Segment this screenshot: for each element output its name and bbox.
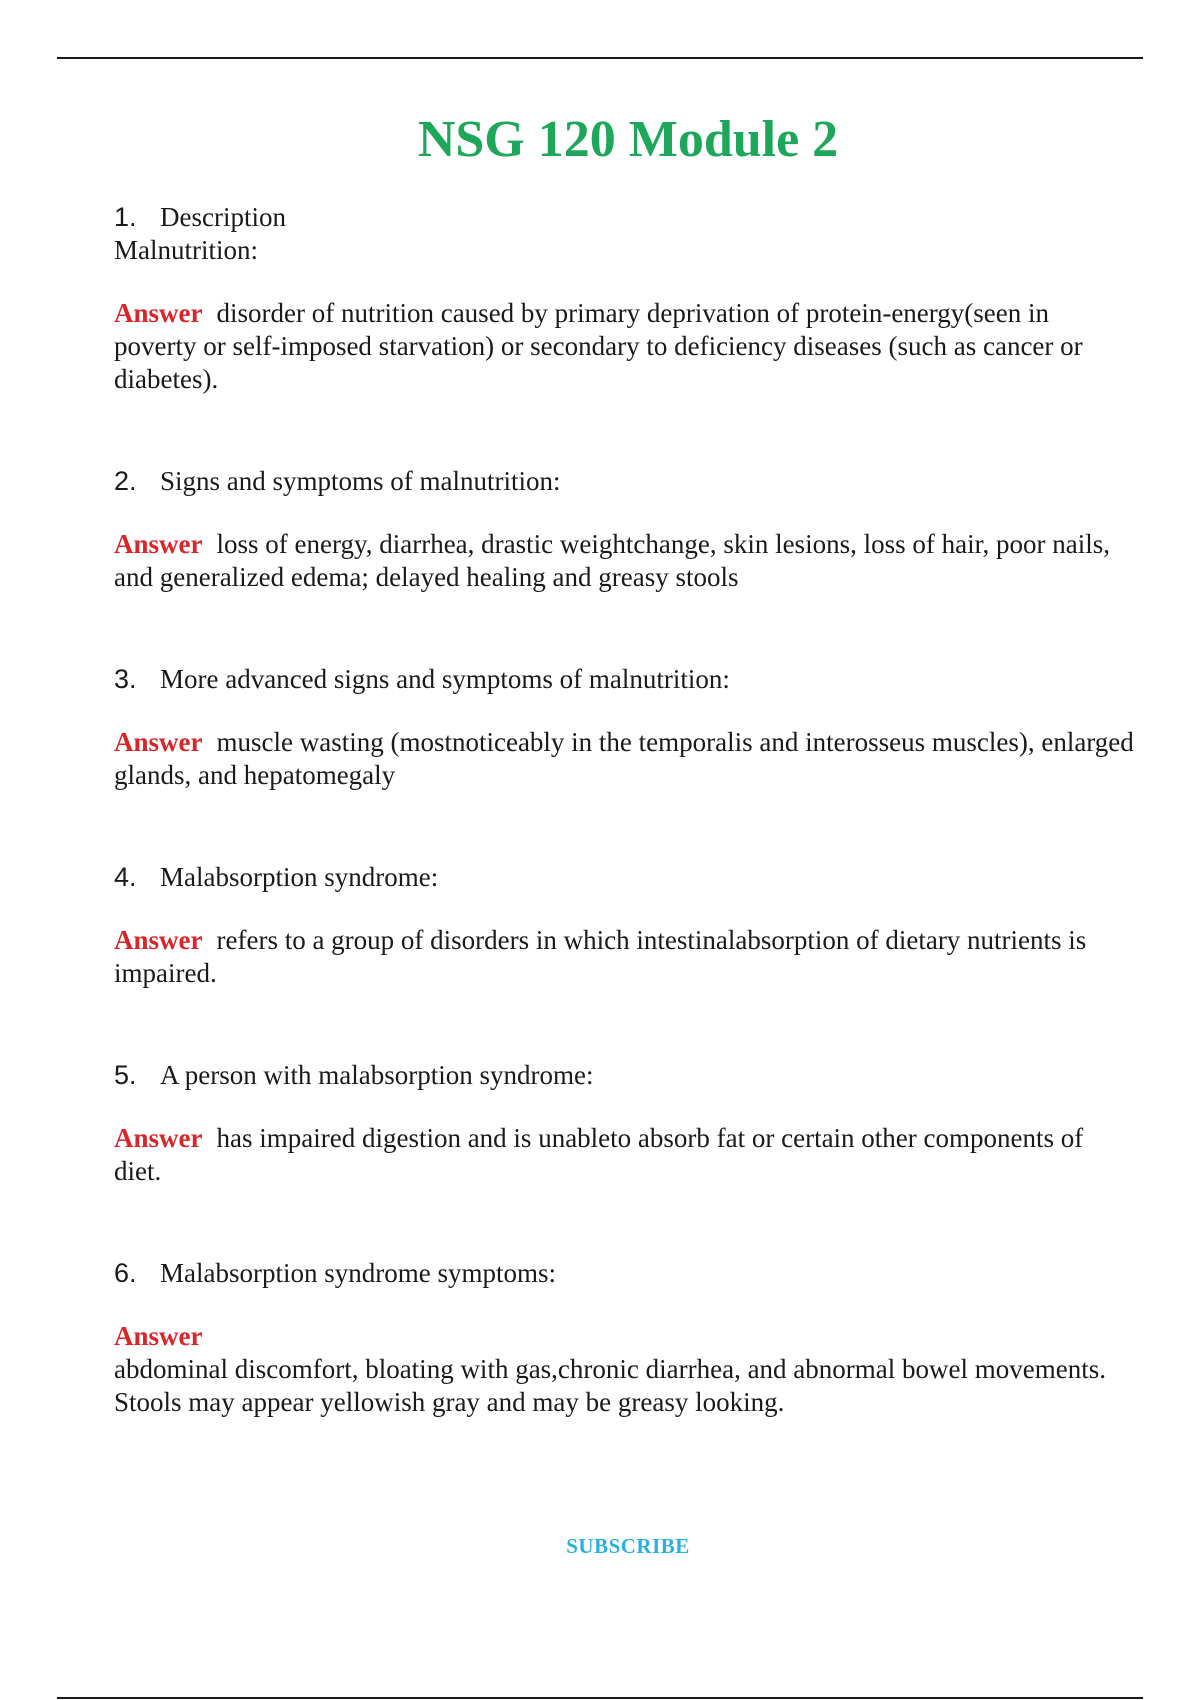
question-text: Malabsorption syndrome: bbox=[160, 862, 439, 892]
question-number: 6. bbox=[114, 1258, 137, 1288]
bottom-rule bbox=[57, 1697, 1143, 1699]
qa-item-3 bbox=[114, 662, 1134, 792]
question-text: Signs and symptoms of malnutrition: bbox=[160, 466, 561, 496]
question-number: 1. bbox=[114, 202, 137, 232]
question-text: Malabsorption syndrome symptoms: bbox=[160, 1258, 556, 1288]
answer-label: Answer bbox=[114, 529, 203, 559]
answer-text: refers to a group of disorders in which intestinalabsorption of dietary nutrients is impaired. bbox=[114, 925, 1087, 988]
question-number: 5. bbox=[114, 1060, 137, 1090]
answer bbox=[114, 1320, 1134, 1419]
question-number: 3. bbox=[114, 664, 137, 694]
answer-label: Answer bbox=[114, 298, 203, 328]
answer-text: has impaired digestion and is unableto absorb fat or certain other components of diet. bbox=[114, 1123, 1084, 1186]
qa-list bbox=[114, 200, 1134, 1419]
answer bbox=[114, 297, 1134, 396]
answer bbox=[114, 726, 1134, 792]
subscribe-link[interactable]: SUBSCRIBE bbox=[566, 1534, 690, 1558]
question-subline: Malnutrition: bbox=[114, 235, 258, 265]
question bbox=[114, 1058, 1134, 1092]
question bbox=[114, 860, 1134, 894]
question bbox=[114, 200, 1134, 234]
answer-label: Answer bbox=[114, 1123, 203, 1153]
qa-item-4 bbox=[114, 860, 1134, 990]
question-text: More advanced signs and symptoms of malnutrition: bbox=[160, 664, 730, 694]
question-number: 4. bbox=[114, 862, 137, 892]
qa-item-1 bbox=[114, 200, 1134, 396]
qa-item-2 bbox=[114, 464, 1134, 594]
question-text: A person with malabsorption syndrome: bbox=[160, 1060, 594, 1090]
answer bbox=[114, 1122, 1134, 1188]
qa-item-5 bbox=[114, 1058, 1134, 1188]
page-title: NSG 120 Module 2 bbox=[417, 111, 839, 168]
question-number: 2. bbox=[114, 466, 137, 496]
question bbox=[114, 464, 1134, 498]
question-text: Description bbox=[160, 202, 286, 232]
answer-label: Answer bbox=[114, 1321, 203, 1351]
answer bbox=[114, 528, 1134, 594]
question bbox=[114, 1256, 1134, 1290]
answer-label: Answer bbox=[114, 727, 203, 757]
top-rule bbox=[57, 57, 1143, 59]
answer-text: loss of energy, diarrhea, drastic weightchange, skin lesions, loss of hair, poor nails, and generalized edema; delayed healing and greasy stools bbox=[114, 529, 1110, 592]
answer-label: Answer bbox=[114, 925, 203, 955]
qa-item-6 bbox=[114, 1256, 1134, 1419]
answer bbox=[114, 924, 1134, 990]
answer-text: disorder of nutrition caused by primary deprivation of protein-energy(seen in poverty or self-imposed starvation) or secondary to deficiency diseases (such as cancer or diabetes). bbox=[114, 298, 1083, 394]
question bbox=[114, 662, 1134, 696]
answer-text: muscle wasting (mostnoticeably in the temporalis and interosseus muscles), enlarged glands, and hepatomegaly bbox=[114, 727, 1134, 790]
answer-text-continued: Stools may appear yellowish gray and may be greasy looking. bbox=[114, 1387, 785, 1417]
answer-text: abdominal discomfort, bloating with gas,chronic diarrhea, and abnormal bowel movements. bbox=[114, 1354, 1106, 1384]
